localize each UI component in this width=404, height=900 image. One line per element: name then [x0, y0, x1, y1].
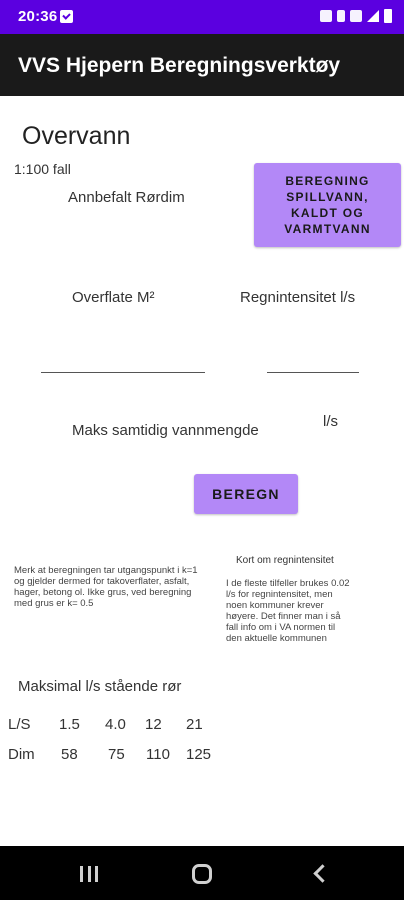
app-title: VVS Hjepern Beregningsverktøy	[18, 54, 341, 77]
status-bar	[0, 0, 404, 34]
spillvann-calc-button[interactable]: BEREGNING SPILLVANN, KALDT OG VARMTVANN	[254, 163, 401, 247]
table-cell: 75	[108, 746, 125, 763]
notification-check-icon	[60, 10, 73, 23]
signal-icon	[367, 10, 379, 22]
regnintensitet-label: Regnintensitet l/s	[240, 289, 356, 306]
page-title: Overvann	[22, 122, 131, 150]
battery-icon	[384, 9, 392, 23]
table-cell: 110	[146, 746, 170, 763]
wifi-icon	[350, 10, 362, 22]
table-cell: 12	[145, 716, 162, 733]
table-cell: 21	[186, 716, 203, 733]
regnintensitet-info-text: I de fleste tilfeller brukes 0.02 l/s for regnintensitet, men noen kommuner krever høyere. Det finner man i så fall info om i VA normen til den aktuelle kommunen	[226, 578, 350, 644]
maks-vannmengde-label: Maks samtidig vannmengde	[72, 422, 259, 439]
main-content	[0, 96, 404, 846]
fall-label: 1:100 fall	[14, 161, 71, 177]
status-icons	[320, 9, 392, 23]
table-row-label-dim: Dim	[8, 746, 35, 763]
regnintensitet-input[interactable]	[267, 347, 359, 373]
table-cell: 4.0	[105, 716, 126, 733]
overflate-label: Overflate M²	[72, 289, 155, 306]
alarm-icon	[320, 10, 332, 22]
table-cell: 1.5	[59, 716, 80, 733]
recent-apps-icon[interactable]	[80, 866, 98, 882]
beregn-button[interactable]: BEREGN	[194, 474, 298, 514]
system-nav-bar	[0, 846, 404, 900]
data-icon	[337, 10, 345, 22]
table-row-label-ls: L/S	[8, 716, 31, 733]
back-icon[interactable]	[310, 864, 330, 884]
regnintensitet-info-title: Kort om regnintensitet	[236, 555, 334, 566]
maks-unit-label: l/s	[323, 413, 338, 430]
k-factor-note: Merk at beregningen tar utgangspunkt i k=1 og gjelder dermed for takoverflater, asfalt, hager, betong ol. Ikke grus, ved beregning med grus er k= 0.5	[14, 565, 198, 609]
anbefalt-rordim-label: Annbefalt Rørdim	[68, 189, 185, 206]
app-bar	[0, 34, 404, 96]
table-cell: 125	[186, 746, 212, 763]
home-icon[interactable]	[192, 864, 212, 884]
overflate-input[interactable]	[41, 347, 205, 373]
table-cell: 58	[61, 746, 78, 763]
pipe-table-title: Maksimal l/s stående rør	[18, 678, 182, 695]
status-time: 20:36	[18, 8, 58, 25]
